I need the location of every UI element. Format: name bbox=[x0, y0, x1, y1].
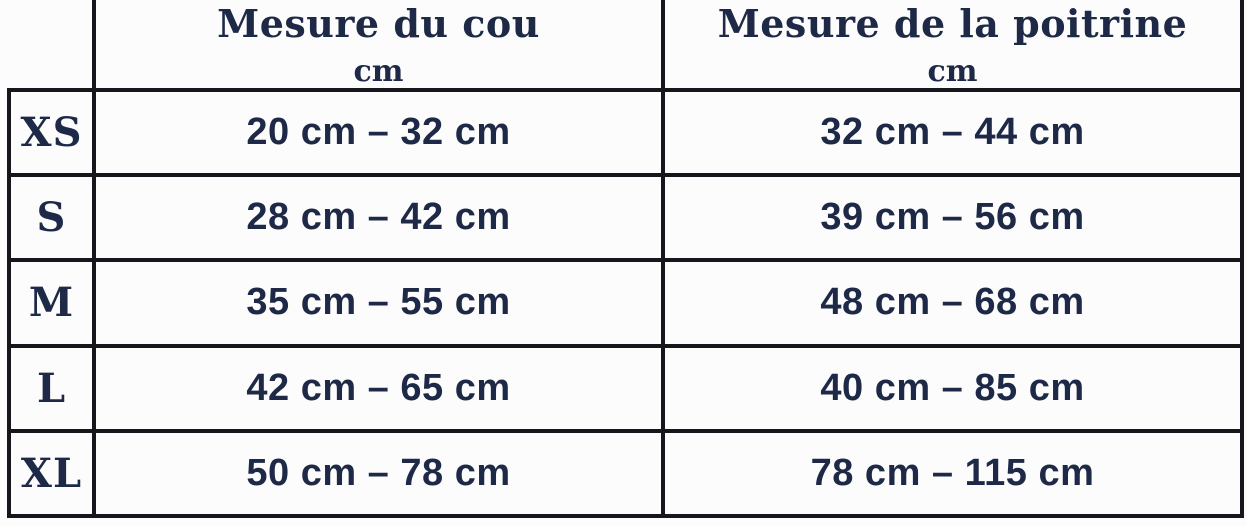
header-neck-cell bbox=[94, 0, 663, 90]
header-chest-cell bbox=[663, 0, 1242, 90]
neck-range: 35 cm – 55 cm bbox=[94, 260, 663, 345]
header-neck-unit: cm bbox=[353, 53, 404, 89]
header-chest-unit: cm bbox=[927, 53, 978, 89]
header-row bbox=[9, 0, 1242, 90]
table-row-xs bbox=[9, 90, 1242, 175]
chest-range: 32 cm – 44 cm bbox=[663, 90, 1242, 175]
header-corner-cell bbox=[9, 0, 94, 90]
size-label: XL bbox=[9, 431, 94, 516]
table-row-m bbox=[9, 260, 1242, 345]
neck-range: 20 cm – 32 cm bbox=[94, 90, 663, 175]
header-neck-label: Mesure du cou bbox=[217, 1, 540, 46]
table-row-xl bbox=[9, 431, 1242, 516]
table-row-s bbox=[9, 175, 1242, 260]
size-label: S bbox=[9, 175, 94, 260]
chest-range: 78 cm – 115 cm bbox=[663, 431, 1242, 516]
neck-range: 42 cm – 65 cm bbox=[94, 346, 663, 431]
size-label: XS bbox=[9, 90, 94, 175]
size-chart-table bbox=[7, 0, 1244, 518]
neck-range: 50 cm – 78 cm bbox=[94, 431, 663, 516]
size-label: L bbox=[9, 346, 94, 431]
header-chest-label: Mesure de la poitrine bbox=[717, 1, 1188, 46]
chest-range: 40 cm – 85 cm bbox=[663, 346, 1242, 431]
table-row-l bbox=[9, 346, 1242, 431]
size-label: M bbox=[9, 260, 94, 345]
neck-range: 28 cm – 42 cm bbox=[94, 175, 663, 260]
chest-range: 48 cm – 68 cm bbox=[663, 260, 1242, 345]
chest-range: 39 cm – 56 cm bbox=[663, 175, 1242, 260]
